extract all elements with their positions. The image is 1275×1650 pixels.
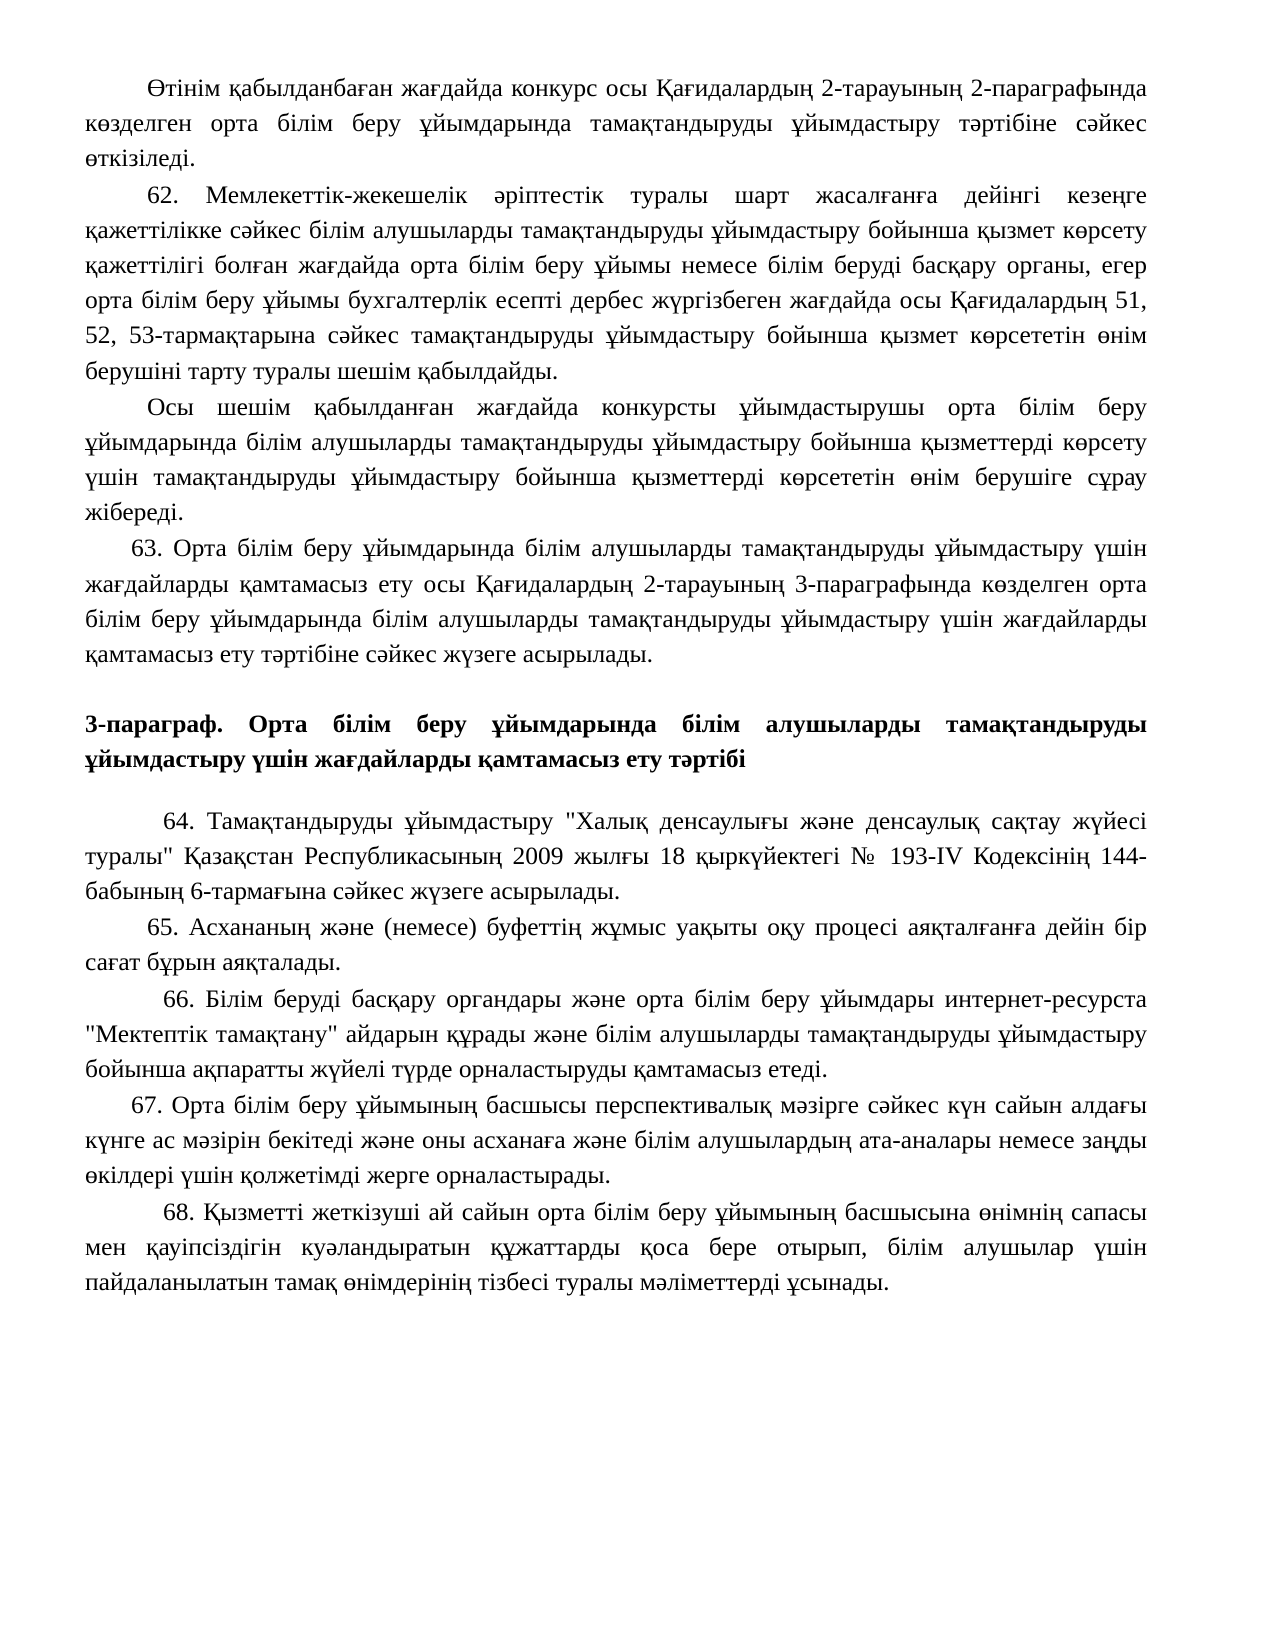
paragraph-68: 68. Қызметті жеткізуші ай сайын орта білім беру ұйымының басшысына өнімнің сапасы мен қауіпсіздігін куәландыратын құжаттарды қоса бере отырып, білім алушылар үшін пайдаланылатын тамақ өнімдерінің тізбесі туралы мәліметтерді ұсынады. <box>85 1196 1147 1296</box>
paragraph-62-second: Осы шешім қабылданған жағдайда конкурсты ұйымдастырушы орта білім беру ұйымдарында білім алушыларды тамақтандыруды ұйымдастыру бойынша қызметтерді көрсету үшін тамақтандыруды ұйымдастыру бойынша қызметтерді көрсететін өнім берушіге сұрау жібереді. <box>85 391 1147 527</box>
paragraph-64: 64. Тамақтандыруды ұйымдастыру "Халық денсаулығы және денсаулық сақтау жүйесі туралы" Қазақстан Республикасының 2009 жылғы 18 қыркүйектегі № 193-IV Кодексінің 144-бабының 6-тармағына сәйкес жүзеге асырылады. <box>85 805 1147 905</box>
paragraph-62: 62. Мемлекеттік-жекешелік әріптестік туралы шарт жасалғанға дейінгі кезеңге қажеттілікке сәйкес білім алушыларды тамақтандыруды ұйымдастыру бойынша қызмет көрсету қажеттілігі болған жағдайда орта білім беру ұйымы немесе білім беруді басқару органы, егер орта білім беру ұйымы бухгалтерлік есепті дербес жүргізбеген жағдайда осы Қағидалардың 51, 52, 53-тармақтарына сәйкес тамақтандыруды ұйымдастыру бойынша қызмет көрсететін өнім берушіні тарту туралы шешім қабылдайды. <box>85 179 1147 385</box>
heading-spacer <box>85 672 1147 676</box>
paragraph-66: 66. Білім беруді басқару органдары және орта білім беру ұйымдары интернет-ресурста "Мектептік тамақтану" айдарын құрады және білім алушыларды тамақтандыруды ұйымдастыру бойынша ақпаратты жүйелі түрде орналастыруды қамтамасыз етеді. <box>85 983 1147 1083</box>
paragraph-63: 63. Орта білім беру ұйымдарында білім алушыларды тамақтандыруды ұйымдастыру үшін жағдайларды қамтамасыз ету осы Қағидалардың 2-тарауының 3-параграфында көзделген орта білім беру ұйымдарында білім алушыларды тамақтандыруды ұйымдастыру үшін жағдайларды қамтамасыз ету тәртібіне сәйкес жүзеге асырылады. <box>85 533 1147 668</box>
paragraph-67: 67. Орта білім беру ұйымының басшысы перспективалық мәзірге сәйкес күн сайын алдағы күнге ас мәзірін бекітеді және оны асханаға және білім алушылардың ата-аналары немесе заңды өкілдері үшін қолжетімді жерге орналастырады. <box>85 1090 1147 1190</box>
section-heading-paragraph-3: 3-параграф. Орта білім беру ұйымдарында білім алушыларды тамақтандыруды ұйымдастыру үшін жағдайларды қамтамасыз ету тәртібі <box>85 709 1147 774</box>
paragraph-65: 65. Асхананың және (немесе) буфеттің жұмыс уақыты оқу процесі аяқталғанға дейін бір сағат бұрын аяқталады. <box>85 912 1147 977</box>
document-body <box>85 70 1147 1299</box>
paragraph-61-continued: Өтінім қабылданбаған жағдайда конкурс осы Қағидалардың 2-тарауының 2-параграфында көзделген орта білім беру ұйымдарында тамақтандыруды ұйымдастыру тәртібіне сәйкес өткізіледі. <box>85 73 1147 173</box>
